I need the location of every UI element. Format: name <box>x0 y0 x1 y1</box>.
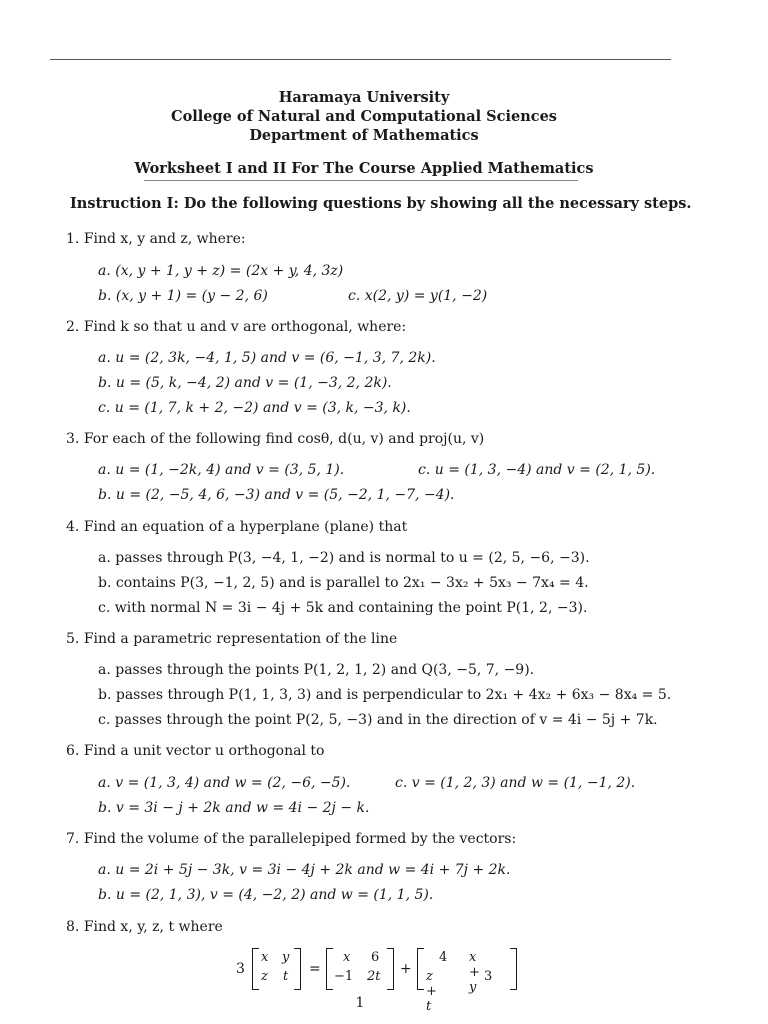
q1-item-c: c. x(2, y) = y(1, −2) <box>348 288 488 304</box>
title-underline <box>144 180 578 181</box>
question-text: Find x, y and z, where: <box>83 231 246 247</box>
q2-item-b: b. u = (5, k, −4, 2) and v = (1, −3, 2, 2k). <box>98 375 392 391</box>
question-number: 5. <box>66 631 80 647</box>
matrix-1-cell: z <box>261 969 268 984</box>
q6-item-b: b. v = 3i − j + 2k and w = 4i − 2j − k. <box>98 800 370 816</box>
question-number: 3. <box>66 431 80 447</box>
matrix-3-cell: 3 <box>484 969 493 984</box>
matrix-2-right-bracket <box>387 948 394 990</box>
question-3 <box>66 430 484 448</box>
question-text: Find k so that u and v are orthogonal, where: <box>83 319 407 335</box>
instruction: Instruction I: Do the following questions by showing all the necessary steps. <box>70 195 692 212</box>
matrix-1-cell: y <box>282 950 290 965</box>
matrix-1-cell: t <box>283 969 289 984</box>
q3-item-a: a. u = (1, −2k, 4) and v = (3, 5, 1). <box>98 462 345 478</box>
question-number: 1. <box>66 231 80 247</box>
question-number: 4. <box>66 519 80 535</box>
matrix-3-left-bracket <box>417 948 424 990</box>
top-rule <box>50 59 671 60</box>
q2-item-c: c. u = (1, 7, k + 2, −2) and v = (3, k, −3, k). <box>98 400 411 416</box>
equals-sign: = <box>309 961 321 977</box>
matrix-2-cell: 6 <box>371 950 380 965</box>
page-number: 1 <box>355 995 365 1011</box>
question-number: 7. <box>66 831 80 847</box>
matrix-3-cell: z + t <box>426 969 437 1014</box>
q3-item-b: b. u = (2, −5, 4, 6, −3) and v = (5, −2, 1, −7, −4). <box>98 487 455 503</box>
matrix-2-cell: −1 <box>334 969 354 984</box>
question-5 <box>66 630 397 648</box>
plus-sign: + <box>400 961 412 977</box>
worksheet-title: Worksheet I and II For The Course Applied Mathematics <box>134 160 594 177</box>
question-6 <box>66 742 324 760</box>
question-1 <box>66 230 246 248</box>
question-number: 2. <box>66 319 80 335</box>
q6-item-c: c. v = (1, 2, 3) and w = (1, −1, 2). <box>395 775 636 791</box>
matrix-2-cell: 2t <box>367 969 381 984</box>
q3-item-c: c. u = (1, 3, −4) and v = (2, 1, 5). <box>418 462 656 478</box>
department-name: Department of Mathematics <box>249 127 479 144</box>
q4-item-a: a. passes through P(3, −4, 1, −2) and is normal to u = (2, 5, −6, −3). <box>98 550 590 566</box>
matrix-3-cell: x + y <box>469 950 480 995</box>
matrix-3-cell: 4 <box>439 950 448 965</box>
question-8 <box>66 918 223 936</box>
question-number: 6. <box>66 743 80 759</box>
question-text: For each of the following find cosθ, d(u, v) and proj(u, v) <box>83 431 485 447</box>
question-text: Find a unit vector u orthogonal to <box>83 743 325 759</box>
matrix-1-right-bracket <box>294 948 301 990</box>
matrix-2-left-bracket <box>326 948 333 990</box>
q5-item-a: a. passes through the points P(1, 2, 1, 2) and Q(3, −5, 7, −9). <box>98 662 535 678</box>
q7-item-b: b. u = (2, 1, 3), v = (4, −2, 2) and w = (1, 1, 5). <box>98 887 434 903</box>
q5-item-b: b. passes through P(1, 1, 3, 3) and is perpendicular to 2x₁ + 4x₂ + 6x₃ − 8x₄ = 5. <box>98 687 672 703</box>
question-number: 8. <box>66 919 80 935</box>
question-4 <box>66 518 407 536</box>
q7-item-a: a. u = 2i + 5j − 3k, v = 3i − 4j + 2k and w = 4i + 7j + 2k. <box>98 862 511 878</box>
college-name: College of Natural and Computational Sciences <box>171 108 557 125</box>
matrix-1-left-bracket <box>252 948 259 990</box>
question-2 <box>66 318 406 336</box>
q1-item-b: b. (x, y + 1) = (y − 2, 6) <box>98 288 268 304</box>
q4-item-b: b. contains P(3, −1, 2, 5) and is parallel to 2x₁ − 3x₂ + 5x₃ − 7x₄ = 4. <box>98 575 589 591</box>
question-text: Find a parametric representation of the line <box>83 631 398 647</box>
matrix-2-cell: x <box>343 950 351 965</box>
q4-item-c: c. with normal N = 3i − 4j + 5k and containing the point P(1, 2, −3). <box>98 600 588 616</box>
question-text: Find x, y, z, t where <box>83 919 223 935</box>
q2-item-a: a. u = (2, 3k, −4, 1, 5) and v = (6, −1, 3, 7, 2k). <box>98 350 436 366</box>
matrix-coefficient: 3 <box>236 961 245 977</box>
q1-item-a: a. (x, y + 1, y + z) = (2x + y, 4, 3z) <box>98 263 344 279</box>
question-7 <box>66 830 516 848</box>
question-text: Find an equation of a hyperplane (plane) that <box>83 519 408 535</box>
university-name: Haramaya University <box>278 89 450 106</box>
matrix-3-right-bracket <box>510 948 517 990</box>
q5-item-c: c. passes through the point P(2, 5, −3) and in the direction of v = 4i − 5j + 7k. <box>98 712 658 728</box>
question-text: Find the volume of the parallelepiped formed by the vectors: <box>83 831 517 847</box>
q6-item-a: a. v = (1, 3, 4) and w = (2, −6, −5). <box>98 775 351 791</box>
matrix-1-cell: x <box>261 950 269 965</box>
